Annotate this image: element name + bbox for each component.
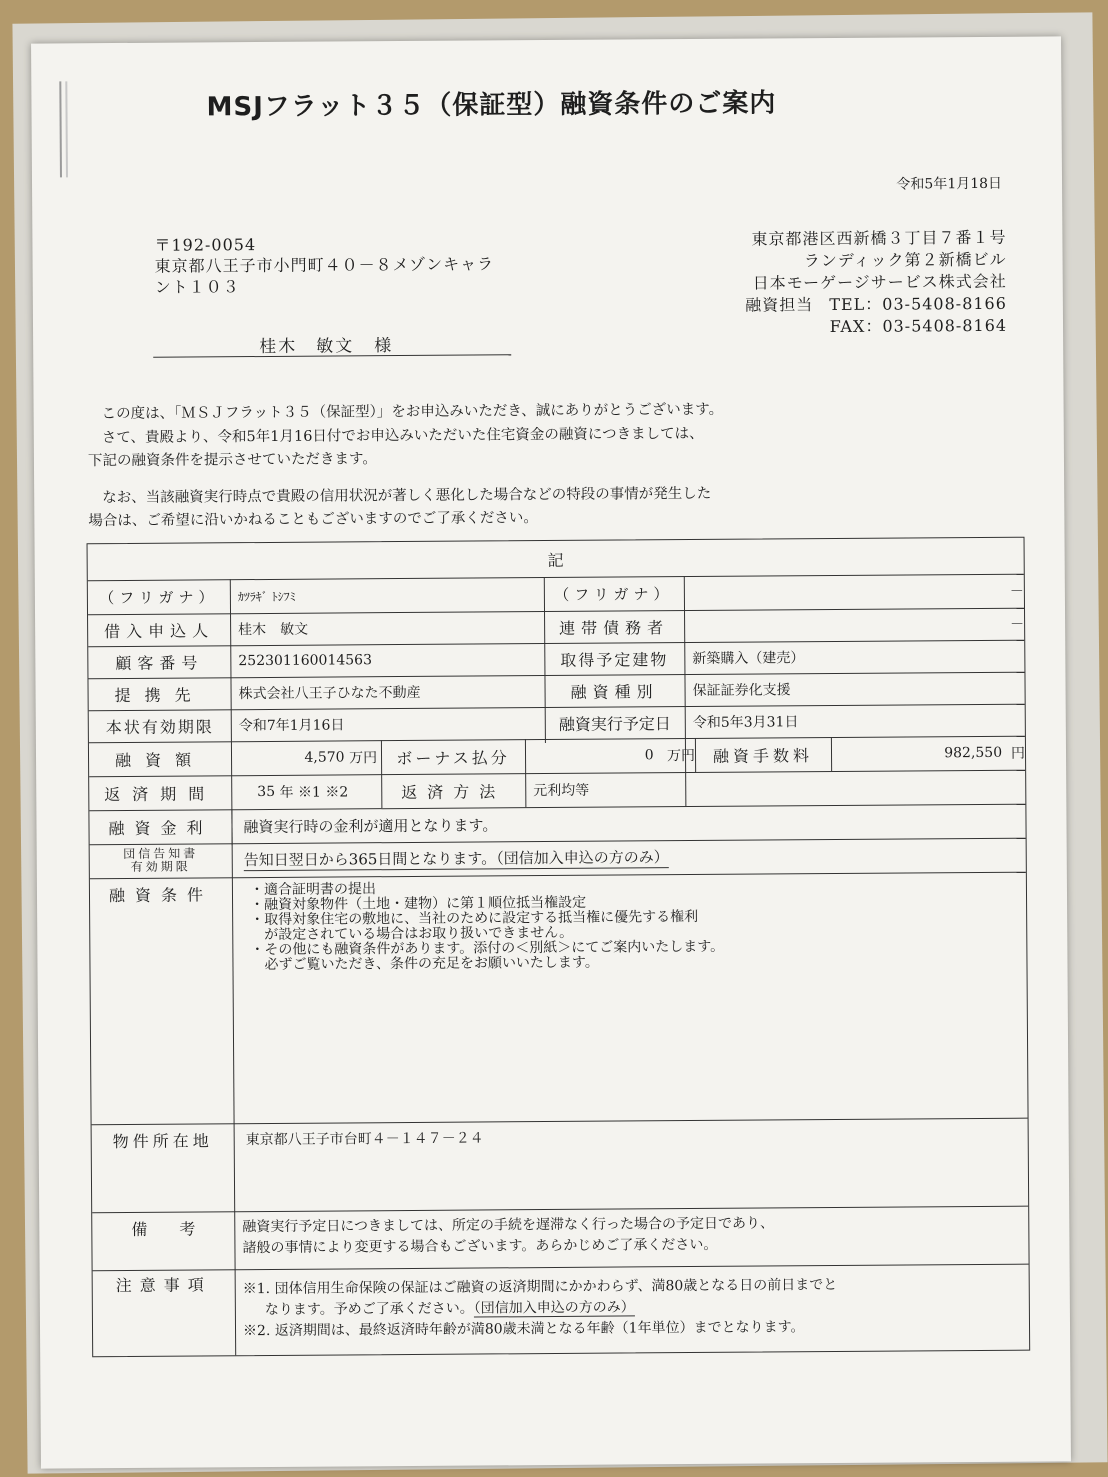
partner-label: 提携先 bbox=[114, 684, 205, 705]
borrower-label: 借入申込人 bbox=[104, 620, 215, 641]
caution-line-2: ※2. 返済期間は、最終返済時年齢が満80歳未満となる年齢（1年単位）までとなります。 bbox=[242, 1319, 805, 1340]
validity-value: 令和7年1月16日 bbox=[238, 717, 345, 735]
validity-label: 本状有効期限 bbox=[105, 716, 214, 737]
recipient-address-line2: ント１０３ bbox=[154, 277, 240, 297]
fee-amount bbox=[831, 736, 1039, 771]
loan-type-label: 融資種別 bbox=[570, 681, 659, 702]
property-type-label: 取得予定建物 bbox=[560, 649, 669, 670]
term-label: 返済期間 bbox=[104, 783, 217, 804]
caution-line-1c: （団信加入申込の方のみ） bbox=[473, 1299, 635, 1317]
joint-furigana-label: （フリガナ） bbox=[554, 584, 674, 604]
conditions-list bbox=[250, 880, 724, 973]
fee-unit: 円 bbox=[1010, 745, 1026, 762]
sender-tel: TEL：03-5408-8166 bbox=[829, 293, 1007, 315]
bonus-label: ボーナス払分 bbox=[396, 747, 510, 768]
sender-company: 日本モーゲージサービス株式会社 bbox=[752, 271, 1007, 293]
recipient-address-block bbox=[154, 232, 494, 297]
execution-date-label: 融資実行予定日 bbox=[558, 713, 671, 734]
joint-debtor-label: 連帯債務者 bbox=[559, 617, 670, 638]
partner-value: 株式会社八王子ひなた不動産 bbox=[238, 684, 421, 703]
term-unit: 年 ※1 ※2 bbox=[279, 784, 349, 801]
term bbox=[235, 774, 399, 809]
furigana-label: （フリガナ） bbox=[99, 587, 219, 607]
document-page bbox=[31, 36, 1071, 1468]
notice-label-line1: 団信告知書 bbox=[123, 846, 199, 861]
method-value: 元利均等 bbox=[533, 782, 590, 800]
location-value: 東京都八王子市台町４－１４７－２４ bbox=[245, 1130, 484, 1149]
loan-amount-label: 融資額 bbox=[114, 749, 206, 770]
sender-building: ランディック第２新橋ビル bbox=[803, 249, 1007, 271]
recipient-name: 桂木 敏文 bbox=[259, 336, 355, 358]
form-heading: 記 bbox=[547, 550, 564, 570]
loan-type-value: 保証証券化支援 bbox=[692, 682, 791, 700]
issue-date: 令和5年1月18日 bbox=[896, 175, 1003, 193]
condition-item: が設定されている場合はお取り扱いできません。 bbox=[250, 924, 574, 944]
customer-number-label: 顧客番号 bbox=[115, 652, 204, 673]
addressee-underline bbox=[153, 354, 511, 357]
joint-furigana-value: － bbox=[1009, 583, 1024, 600]
caution-line-1b: なります。予めご了承ください。 bbox=[264, 1300, 474, 1319]
intro-p1: この度は、「ＭＳＪフラット３５（保証型）」をお申込みいただき、誠にありがとうございます。 bbox=[101, 401, 724, 423]
sender-dept: 融資担当 bbox=[745, 295, 814, 315]
caution-text bbox=[243, 1275, 838, 1342]
bonus-amount bbox=[525, 738, 705, 773]
rate-value: 融資実行時の金利が適用となります。 bbox=[243, 815, 498, 836]
intro-text bbox=[88, 397, 969, 534]
notice-validity bbox=[240, 838, 1024, 877]
loan-amount-unit: 万円 bbox=[348, 750, 378, 767]
condition-item: ・取得対象住宅の敷地に、当社のために設定する抵当権に優先する権利 bbox=[250, 908, 699, 929]
condition-item: ・融資対象物件（土地・建物）に第１順位抵当権設定 bbox=[250, 894, 587, 914]
term-value: 35 bbox=[257, 783, 276, 801]
property-type-value: 新築購入（建売） bbox=[692, 650, 805, 668]
notice-validity-label bbox=[90, 843, 232, 878]
condition-item: ・適合証明書の提出 bbox=[249, 881, 377, 899]
sender-address-block bbox=[745, 227, 1007, 339]
method-label: 返済方法 bbox=[401, 781, 506, 802]
caution-line-1a: ※1. 団体信用生命保険の保証はご融資の返済期間にかかわらず、満80歳となる日の前日までと bbox=[242, 1277, 838, 1298]
loan-conditions-form bbox=[87, 537, 1031, 1358]
condition-item: ・その他にも融資条件があります。添付の＜別紙＞にてご案内いたします。 bbox=[250, 938, 725, 959]
fee-label: 融資手数料 bbox=[712, 745, 814, 766]
condition-item: 必ずご覧いただき、条件の充足をお願いいたします。 bbox=[250, 954, 599, 974]
location-label: 物件所在地 bbox=[112, 1130, 213, 1151]
loan-amount-value: 4,570 bbox=[304, 749, 345, 766]
conditions-label: 融資条件 bbox=[108, 884, 214, 905]
remarks-label: 備 考 bbox=[131, 1218, 196, 1239]
rate-label: 融資金利 bbox=[108, 817, 213, 838]
fee-value: 982,550 bbox=[944, 744, 1003, 762]
intro-p5: 場合は、ご希望に沿いかねることもございますのでご了承ください。 bbox=[88, 510, 538, 530]
caution-label: 注意事項 bbox=[115, 1274, 212, 1295]
joint-debtor-value: － bbox=[1010, 616, 1025, 633]
customer-number-value: 252301160014563 bbox=[238, 652, 373, 670]
recipient-postal: 〒192-0054 bbox=[154, 235, 257, 255]
recipient-name-line bbox=[259, 331, 393, 357]
bonus-unit: 万円 bbox=[666, 747, 696, 765]
remarks-text bbox=[242, 1213, 774, 1259]
intro-p3: 下記の融資条件を提示させていただきます。 bbox=[87, 451, 377, 470]
notice-label-line2: 有効期限 bbox=[130, 859, 191, 874]
bonus-value: 0 bbox=[644, 747, 654, 764]
furigana-value: ｶﾂﾗｷﾞ ﾄｼﾌﾐ bbox=[237, 589, 296, 604]
document-title: MSJフラット３５（保証型）融資条件のご案内 bbox=[206, 88, 777, 123]
notice-validity-value: 告知日翌日から365日間となります。（団信加入申込の方のみ） bbox=[243, 848, 669, 870]
sender-fax: FAX：03-5408-8164 bbox=[829, 315, 1008, 337]
intro-p4: なお、当該融資実行時点で貴殿の信用状況が著しく悪化した場合などの特段の事情が発生した bbox=[102, 485, 712, 506]
sender-address: 東京都港区西新橋３丁目７番１号 bbox=[751, 227, 1007, 249]
loan-amount bbox=[235, 740, 381, 775]
intro-p2: さて、貴殿より、令和5年1月16日付でお申込みいただいた住宅資金の融資につきましては、 bbox=[101, 425, 704, 446]
recipient-honorific: 様 bbox=[374, 336, 394, 357]
execution-date-value: 令和5年3月31日 bbox=[692, 714, 799, 732]
remarks-line: 諸般の事情により変更する場合もございます。あらかじめご了承ください。 bbox=[242, 1236, 718, 1257]
recipient-address-line1: 東京都八王子市小門町４０－８メゾンキャラ bbox=[154, 254, 495, 276]
remarks-line: 融資実行予定日につきましては、所定の手続を遅滞なく行った場合の予定日であり、 bbox=[242, 1215, 775, 1236]
borrower-value: 桂木 敏文 bbox=[238, 621, 309, 639]
